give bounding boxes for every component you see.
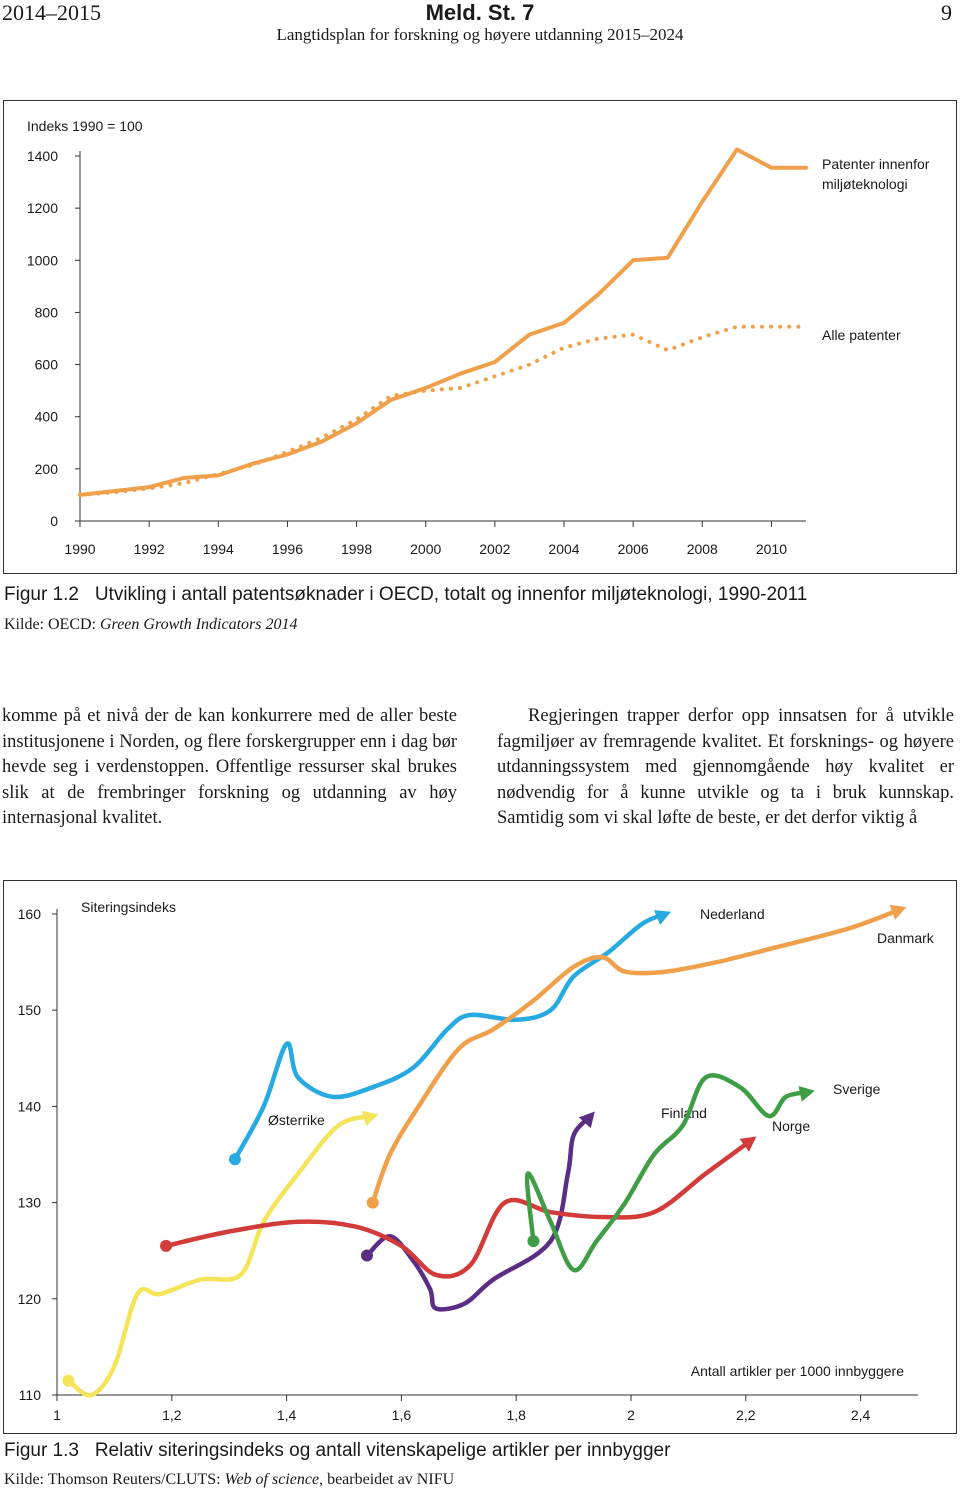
y-axis-label: Siteringsindeks (81, 899, 176, 915)
figure-patent-chart (3, 100, 957, 574)
y-tick-label: 1200 (26, 200, 58, 217)
series-label-norge: Norge (772, 1118, 811, 1134)
y-tick-label: 110 (18, 1387, 41, 1403)
series-start-dot-nederland (229, 1153, 241, 1165)
y-tick-label: 1400 (26, 148, 58, 164)
body-text-left-column (2, 704, 457, 832)
x-tick-label: 1992 (133, 541, 165, 557)
y-tick-label: 600 (34, 356, 58, 373)
series-label-alle-patenter: Alle patenter (822, 327, 901, 343)
x-tick-label: 1998 (340, 541, 373, 557)
x-tick-label: 2008 (686, 541, 718, 557)
series-label-sverige: Sverige (833, 1081, 881, 1097)
series-label-nederland: Nederland (700, 906, 765, 922)
x-axis-label: Antall artikler per 1000 innbyggere (690, 1363, 904, 1379)
series-line-patenter-innenfor-miljoteknologi (80, 150, 806, 495)
x-tick-label: 1996 (271, 541, 304, 557)
figure-2-caption-text: Relativ siteringsindeks og antall vitenskapelige artikler per innbygger (94, 1440, 671, 1461)
series-label-patenter-innenfor-miljoteknologi (822, 156, 930, 192)
series-start-dot-norge (160, 1240, 172, 1252)
y-tick-label: 150 (17, 1002, 41, 1019)
figure-citation-chart (3, 880, 957, 1434)
figure-2-source-title: Web of science (224, 1471, 320, 1488)
series-start-dot-finland (361, 1250, 373, 1262)
patent-line-chart (4, 101, 956, 573)
figure-2-source (4, 1471, 454, 1489)
y-tick-label: 160 (17, 906, 41, 922)
body-text-right-column (497, 704, 954, 832)
body-paragraph-right: Regjeringen trapper derfor opp innsatsen for å utvikle fagmiljøer av fremragende kvalitet. Et forsknings- og høyere utdanningssystem med gjennomgående høy kvalitet er nødvendig for å kunne utvikle og ta i bruk kunnskap. Samtidig som vi skal løfte de beste, er det derfor viktig å (497, 706, 954, 828)
x-tick-label: 1,6 (391, 1407, 412, 1423)
figure-2-source-prefix: Kilde: Thomson Reuters/CLUTS: (4, 1471, 225, 1488)
figure-2-caption (4, 1440, 670, 1462)
x-tick-label: 1,8 (506, 1407, 526, 1423)
x-tick-label: 2002 (479, 541, 511, 557)
y-tick-label: 130 (17, 1194, 41, 1211)
x-tick-label: 2,2 (736, 1407, 756, 1423)
series-line-alle-patenter (80, 327, 806, 495)
y-tick-label: 140 (17, 1098, 41, 1115)
series-start-dot-sverige (527, 1235, 539, 1247)
header-year-range: 2014–2015 (2, 0, 101, 25)
figure-2-source-suffix: , bearbeidet av NIFU (319, 1471, 455, 1488)
series-arrowhead-sverige (799, 1086, 815, 1102)
series-start-dot-danmark (367, 1197, 379, 1209)
x-tick-label: 1 (53, 1407, 61, 1423)
figure-1-source-title: Green Growth Indicators 2014 (100, 616, 298, 633)
series-arrowhead-osterrike (362, 1111, 379, 1126)
figure-1-source (4, 616, 297, 634)
y-tick-label: 800 (34, 304, 58, 321)
figure-1-source-prefix: Kilde: OECD: (4, 616, 100, 633)
x-tick-label: 2010 (755, 541, 788, 557)
series-start-dot-osterrike (62, 1375, 74, 1387)
figure-1-caption-number: Figur 1.2 (4, 584, 79, 605)
y-axis-label: Indeks 1990 = 100 (27, 118, 143, 134)
figure-2-caption-number: Figur 1.3 (4, 1440, 79, 1461)
figure-1-caption (4, 584, 807, 606)
x-tick-label: 2,4 (850, 1407, 871, 1423)
x-tick-label: 1,2 (162, 1407, 182, 1423)
y-tick-label: 0 (50, 513, 58, 529)
header-doc-title: Meld. St. 7 (425, 0, 535, 25)
figure-1-caption-text: Utvikling i antall patentsøknader i OECD, totalt og innenfor miljøteknologi, 1990-2011 (94, 584, 808, 605)
y-tick-label: 120 (17, 1290, 41, 1307)
citation-index-chart (4, 881, 956, 1433)
y-tick-label: 200 (34, 460, 58, 477)
series-label-line: miljøteknologi (822, 176, 908, 192)
x-tick-label: 1,4 (276, 1407, 297, 1423)
series-label-line: Patenter innenfor (822, 156, 930, 172)
x-tick-label: 2000 (410, 541, 442, 557)
y-tick-label: 400 (34, 408, 58, 425)
x-tick-label: 1994 (202, 541, 234, 557)
header-doc-subtitle: Langtidsplan for forskning og høyere utdanning 2015–2024 (276, 25, 684, 44)
series-label-finland: Finland (661, 1105, 707, 1121)
x-tick-label: 2 (627, 1407, 635, 1423)
series-line-norge (166, 1140, 751, 1276)
series-label-danmark: Danmark (877, 930, 934, 946)
x-tick-label: 1990 (64, 541, 96, 557)
y-tick-label: 1000 (26, 252, 58, 269)
x-tick-label: 2004 (548, 541, 580, 557)
x-tick-label: 2006 (617, 541, 649, 557)
series-label-osterrike: Østerrike (268, 1112, 325, 1128)
page-number: 9 (941, 0, 952, 25)
series-line-danmark (373, 909, 901, 1202)
series-line-osterrike (69, 1116, 373, 1395)
body-paragraph-left: komme på et nivå der de kan konkurrere med de aller beste institusjonene i Norden, og flere forskergrupper enn i dag bør hevde seg i verdenstoppen. Offentlige ressurser skal brukes slik at de frembringer forskning og utdanning av høy internasjonal kvalitet. (2, 706, 457, 828)
